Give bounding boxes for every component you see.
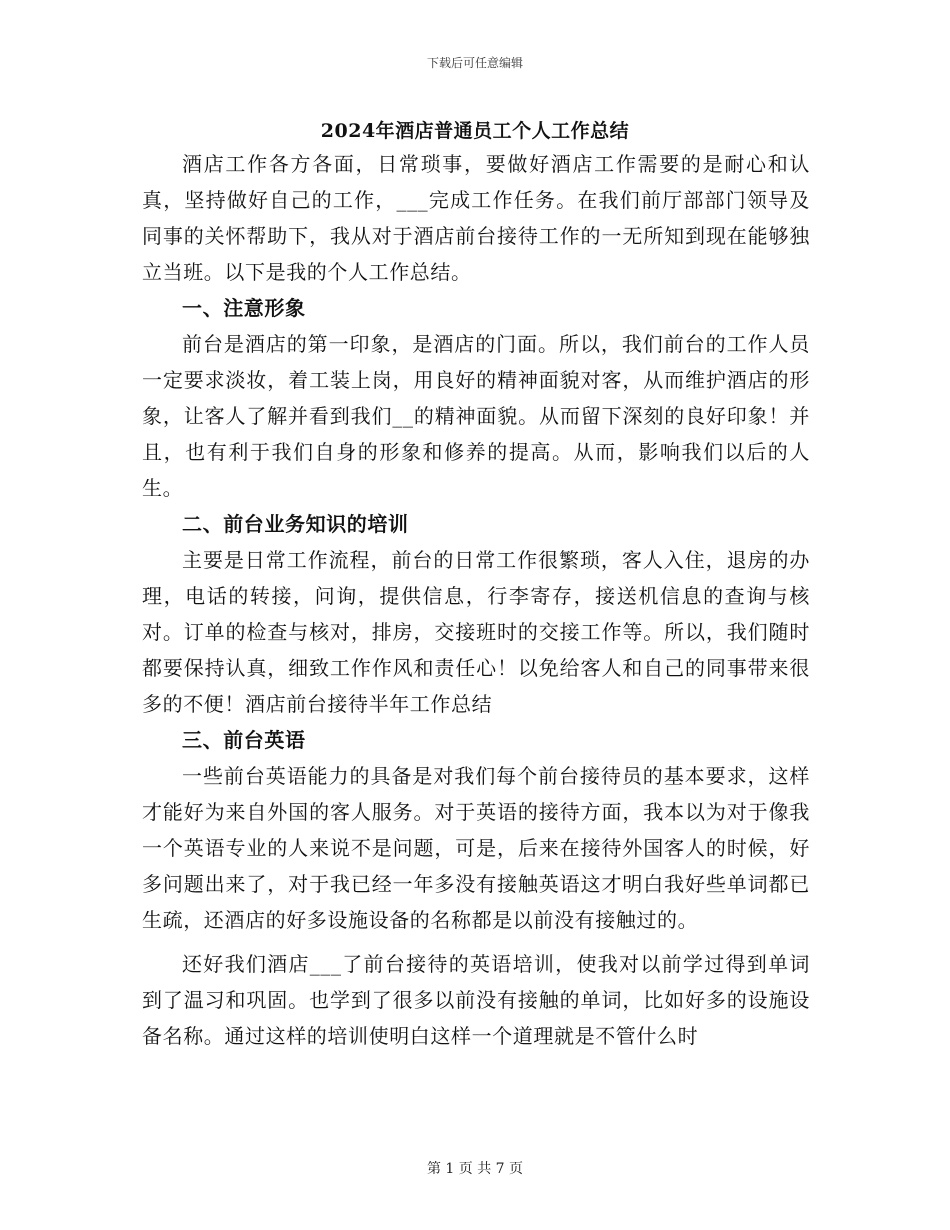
section-english-paragraph-2: 还好我们酒店___了前台接待的英语培训，使我对以前学过得到单词到了温习和巩固。也学到了很多以前没有接触的单词，比如好多的设施设备名称。通过这样的培训使明白这样一个道理就是不管什么时 [142, 952, 810, 1048]
section-heading-training: 二、前台业务知识的培训 [182, 512, 409, 536]
section-heading-appearance: 一、注意形象 [182, 296, 306, 320]
document-title: 2024年酒店普通员工个人工作总结 [320, 120, 630, 142]
section-appearance-paragraph: 前台是酒店的第一印象，是酒店的门面。所以，我们前台的工作人员一定要求淡妆，着工装上岗，用良好的精神面貌对客，从而维护酒店的形象，让客人了解并看到我们__的精神面貌。从而留下深刻的良好印象！并且，也有利于我们自身的形象和修养的提高。从而，影响我们以后的人生。 [142, 332, 810, 500]
page-footer: 第 1 页 共 7 页 [426, 1161, 524, 1177]
intro-paragraph: 酒店工作各方各面，日常琐事，要做好酒店工作需要的是耐心和认真，坚持做好自己的工作，___完成工作任务。在我们前厅部部门领导及同事的关怀帮助下，我从对于酒店前台接待工作的一无所知到现在能够独立当班。以下是我的个人工作总结。 [142, 152, 810, 284]
section-english-paragraph-1: 一些前台英语能力的具备是对我们每个前台接待员的基本要求，这样才能好为来自外国的客人服务。对于英语的接待方面，我本以为对于像我一个英语专业的人来说不是问题，可是，后来在接待外国客人的时候，好多问题出来了，对于我已经一年多没有接触英语这才明白我好些单词都已生疏，还酒店的好多设施设备的名称都是以前没有接触过的。 [142, 764, 810, 932]
header-note: 下载后可任意编辑 [426, 56, 523, 70]
section-training-paragraph: 主要是日常工作流程，前台的日常工作很繁琐，客人入住，退房的办理，电话的转接，问询，提供信息，行李寄存，接送机信息的查询与核对。订单的检查与核对，排房，交接班时的交接工作等。所以，我们随时都要保持认真，细致工作作风和责任心！以免给客人和自己的同事带来很多的不便！酒店前台接待半年工作总结 [142, 548, 810, 716]
document-body [142, 146, 810, 1054]
section-heading-english: 三、前台英语 [182, 728, 306, 752]
